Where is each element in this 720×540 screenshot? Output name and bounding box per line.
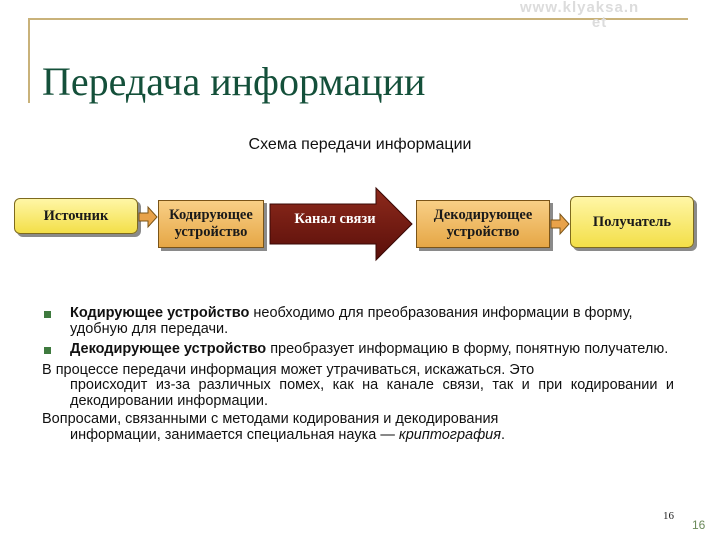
- encoder-label-line2: устройство: [174, 224, 248, 240]
- body-text: [42, 306, 674, 446]
- source-label: Источник: [43, 207, 109, 224]
- page-number-inner: 16: [663, 510, 674, 522]
- watermark-line2: et: [591, 14, 608, 31]
- decoder-label-line1: Декодирующее: [433, 207, 533, 223]
- bullet-square-icon: [44, 311, 51, 318]
- arrow-decoder-receiver: [549, 212, 571, 236]
- paragraph-crypto-end: .: [501, 426, 506, 443]
- decoder-block: [416, 200, 550, 248]
- watermark: [520, 0, 639, 30]
- receiver-label: Получатель: [592, 213, 672, 230]
- bullet-encoder-term: Кодирующее устройство: [70, 305, 250, 321]
- bullet-encoder: [42, 306, 674, 337]
- encoder-block: [158, 200, 264, 248]
- paragraph-crypto-text: информации, занимается специальная наука —: [70, 426, 399, 443]
- receiver-block: [570, 196, 694, 248]
- paragraph-crypto-rest: [42, 428, 674, 444]
- bullet-square-icon: [44, 347, 51, 354]
- bullet-decoder-term: Декодирующее устройство: [70, 341, 267, 357]
- paragraph-cryptography: [42, 412, 674, 443]
- arrow-source-encoder: [137, 205, 159, 229]
- decoder-label-line2: устройство: [446, 224, 520, 240]
- scheme-title: Схема передачи информации: [248, 136, 472, 153]
- slide-frame-vertical: [28, 18, 30, 103]
- encoder-label-line1: Кодирующее: [169, 207, 253, 223]
- source-block: [14, 198, 138, 234]
- bullet-encoder-text: необходимо для преобразования информации в форму, удобную для передачи.: [70, 305, 633, 337]
- channel-label: Канал связи: [294, 211, 376, 227]
- bullet-decoder-text: преобразует информацию в форму, понятную получателю.: [266, 341, 669, 357]
- cryptography-term: криптография: [398, 426, 501, 443]
- bullet-decoder: [42, 342, 674, 358]
- paragraph-crypto-line1: Вопросами, связанными с методами кодирования и декодирования: [42, 411, 499, 427]
- paragraph-noise-line1: В процессе передачи информация может утрачиваться, искажаться. Это: [42, 361, 535, 378]
- slide-title: Передача информации: [42, 59, 426, 104]
- paragraph-noise-rest: происходит из-за различных помех, как на канале связи, так и при кодировании и декодировании информации.: [70, 377, 674, 409]
- watermark-line1: www.klyaksa.n: [520, 0, 640, 16]
- page-number-outer: 16: [692, 518, 706, 532]
- paragraph-noise: [42, 363, 674, 410]
